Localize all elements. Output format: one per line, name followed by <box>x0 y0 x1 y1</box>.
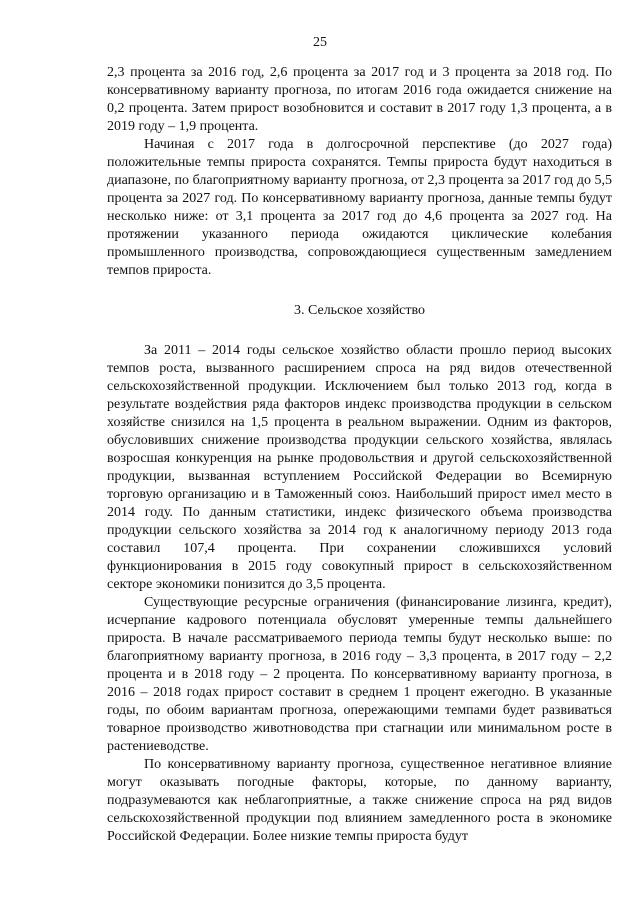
paragraph-industry-long-term: Начиная с 2017 года в долгосрочной перспективе (до 2027 года) положительные темпы прироста сохранятся. Темпы прироста будут находиться в диапазоне, по благоприятному варианту прогноза, от 2,3 процента за 2017 год до 5,5 процента за 2027 год. По консервативному варианту прогноза, данные темпы будут несколько ниже: от 3,1 процента за 2017 год до 4,6 процента за 2027 год. На протяжении указанного периода ожидаются циклические колебания промышленного производства, сопровождающиеся существенным замедлением темпов прироста. <box>107 137 612 278</box>
paragraph-industry-forecast-continued: 2,3 процента за 2016 год, 2,6 процента за 2017 год и 3 процента за 2018 год. По консервативному варианту прогноза, по итогам 2016 года ожидается снижение на 0,2 процента. Затем прирост возобновится и составит в 2017 году 1,3 процента, а в 2019 году – 1,9 процента. <box>107 65 612 134</box>
document-body <box>107 64 612 846</box>
paragraph-agriculture-history: За 2011 – 2014 годы сельское хозяйство области прошло период высоких темпов роста, вызванного расширением спроса на ряд видов отечественной сельскохозяйственной продукции. Исключением был только 2013 год, когда в результате воздействия ряда факторов индекс производства продукции в сельском хозяйстве снизился на 1,5 процента в реальном выражении. Одним из факторов, обусловивших снижение производства продукции сельского хозяйства, являлась возросшая конкуренция на рынке продовольствия и другой сельскохозяйственной продукции, вызванная вступлением Российской Федерации во Всемирную торговую организацию и в Таможенный союз. Наибольший прирост имел место в 2014 году. По данным статистики, индекс физического объема производства продукции сельского хозяйства за 2014 год к аналогичному периоду 2013 года составил 107,4 процента. При сохранении сложившихся условий функционирования в 2015 году совокупный прирост в сельскохозяйственном секторе экономики понизится до 3,5 процента. <box>107 343 612 592</box>
section-heading-agriculture: 3. Сельское хозяйство <box>293 303 426 318</box>
paragraph-agriculture-conservative: По консервативному варианту прогноза, существенное негативное влияние могут оказывать погодные факторы, которые, по данному варианту, подразумеваются как неблагоприятные, а также снижение спроса на ряд видов сельскохозяйственной продукции под влиянием замедленного роста в экономике Российской Федерации. Более низкие темпы прироста будут <box>107 757 612 844</box>
paragraph-agriculture-constraints: Существующие ресурсные ограничения (финансирование лизинга, кредит), исчерпание кадрового потенциала обусловят умеренные темпы дальнейшего прироста. В начале рассматриваемого периода темпы будут несколько выше: по благоприятному варианту прогноза, в 2016 году – 3,3 процента, в 2017 году – 2,2 процента и в 2018 году – 2 процента. По консервативному варианту прогноза, в 2016 – 2018 годах прирост составит в среднем 1 процент ежегодно. В указанные годы, по обоим вариантам прогноза, опережающими темпами будет развиваться товарное производство животноводства при стагнации или минимальном росте в растениеводстве. <box>107 595 612 754</box>
page-number: 25 <box>313 35 327 50</box>
